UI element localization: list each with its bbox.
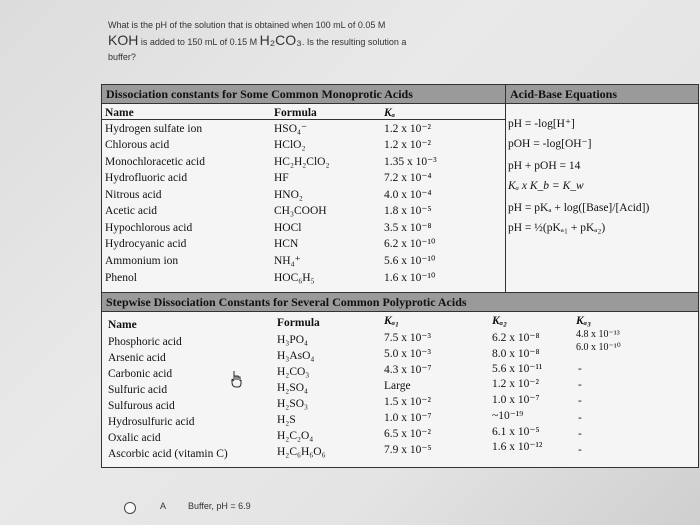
- poly-row-k3: -: [578, 444, 582, 456]
- poly-row-k1: 4.3 x 10⁻⁷: [384, 364, 432, 376]
- mono-row-formula: HC₂H₂ClO₂: [274, 156, 330, 168]
- answer-text: Buffer, pH = 6.9: [188, 501, 251, 511]
- poly-row-k3: 6.0 x 10⁻¹⁰: [576, 342, 621, 353]
- mono-row-k: 1.6 x 10⁻¹⁰: [384, 272, 436, 284]
- equation: pOH = -log[OH⁻]: [508, 138, 592, 150]
- mono-row-name: Ammonium ion: [105, 255, 179, 267]
- answer-option-a[interactable]: [110, 490, 690, 524]
- mono-row-formula: NH₄⁺: [274, 255, 301, 267]
- poly-row-k1: 6.5 x 10⁻²: [384, 428, 431, 440]
- poly-row-k1: 7.9 x 10⁻⁵: [384, 444, 432, 456]
- mono-row-formula: HSO₄⁻: [274, 123, 308, 135]
- mono-row-k: 1.8 x 10⁻⁵: [384, 205, 432, 217]
- mono-row-formula: HF: [274, 172, 289, 184]
- question-line-1: What is the pH of the solution that is obtained when 100 mL of 0.05 M: [108, 20, 386, 30]
- equation: Kₐ x K_b = K_w: [508, 180, 584, 192]
- poly-row-k2: 6.2 x 10⁻⁸: [492, 332, 540, 344]
- poly-col-k1: Kₐ₁: [384, 315, 400, 327]
- poly-col-formula: Formula: [277, 317, 320, 329]
- mono-row-k: 1.35 x 10⁻³: [384, 156, 437, 168]
- poly-row-k2: 1.6 x 10⁻¹²: [492, 441, 543, 453]
- mono-row-formula: CH₃COOH: [274, 205, 327, 217]
- mono-row-name: Nitrous acid: [105, 189, 162, 201]
- mono-col-k: Kₐ: [384, 107, 396, 119]
- question-koh: KOH: [108, 32, 139, 48]
- poly-row-formula: H₃PO₄: [277, 334, 309, 346]
- poly-row-name: Phosphoric acid: [108, 336, 182, 348]
- mono-row-formula: HCN: [274, 238, 299, 250]
- poly-row-k1: Large: [384, 380, 411, 392]
- hand-cursor-icon: [229, 370, 243, 388]
- mono-row-k: 4.0 x 10⁻⁴: [384, 189, 432, 201]
- poly-row-name: Sulfurous acid: [108, 400, 175, 412]
- poly-row-formula: H₂SO₄: [277, 382, 309, 394]
- poly-row-formula: H₂C₆H₆O₆: [277, 446, 326, 458]
- radio-button[interactable]: [124, 502, 136, 514]
- poly-row-k1: 5.0 x 10⁻³: [384, 348, 431, 360]
- poly-row-name: Carbonic acid: [108, 368, 173, 380]
- poly-row-k3: 4.8 x 10⁻¹³: [576, 329, 620, 340]
- poly-row-k1: 7.5 x 10⁻³: [384, 332, 431, 344]
- mono-row-formula: HNO₂: [274, 189, 303, 201]
- polyprotic-title: Stepwise Dissociation Constants for Several Common Polyprotic Acids: [102, 293, 698, 311]
- poly-row-name: Arsenic acid: [108, 352, 166, 364]
- poly-row-name: Hydrosulfuric acid: [108, 416, 195, 428]
- poly-row-formula: H₂CO₃: [277, 366, 310, 378]
- mono-row-k: 1.2 x 10⁻²: [384, 123, 431, 135]
- divider: [102, 119, 505, 120]
- mono-row-k: 3.5 x 10⁻⁸: [384, 222, 432, 234]
- question-mid: is added to 150 mL of 0.15 M: [138, 37, 260, 47]
- mono-row-name: Hydrogen sulfate ion: [105, 123, 203, 135]
- mono-row-formula: HOC₆H₅: [274, 272, 315, 284]
- question-line-3: buffer?: [108, 52, 136, 62]
- monoprotic-title: Dissociation constants for Some Common Monoprotic Acids: [102, 85, 506, 103]
- mono-row-name: Chlorous acid: [105, 139, 170, 151]
- poly-row-k2: 8.0 x 10⁻⁸: [492, 348, 540, 360]
- poly-row-k2: 1.2 x 10⁻²: [492, 378, 539, 390]
- poly-row-k3: -: [578, 428, 582, 440]
- mono-row-name: Phenol: [105, 272, 137, 284]
- poly-row-formula: H₂SO₃: [277, 398, 309, 410]
- poly-row-k3: -: [578, 379, 582, 391]
- poly-row-formula: H₃AsO₄: [277, 350, 315, 362]
- equation: pH = pKₐ + log([Base]/[Acid]): [508, 202, 650, 214]
- mono-col-formula: Formula: [274, 107, 317, 119]
- reference-table: [101, 84, 699, 468]
- poly-row-k3: -: [578, 363, 582, 375]
- poly-row-formula: H₂C₂O₄: [277, 430, 314, 442]
- mono-row-name: Hydrocyanic acid: [105, 238, 187, 250]
- equation: pH = ½(pKₐ₁ + pKₐ₂): [508, 222, 606, 234]
- poly-row-k1: 1.5 x 10⁻²: [384, 396, 431, 408]
- poly-row-name: Sulfuric acid: [108, 384, 168, 396]
- mono-row-name: Acetic acid: [105, 205, 158, 217]
- question-end: . Is the resulting solution a: [301, 37, 407, 47]
- mono-row-formula: HClO₂: [274, 139, 306, 151]
- poly-row-k2: 5.6 x 10⁻¹¹: [492, 363, 543, 375]
- poly-col-k2: Kₐ₂: [492, 315, 508, 327]
- poly-row-name: Ascorbic acid (vitamin C): [108, 448, 228, 460]
- equation: pH + pOH = 14: [508, 160, 581, 172]
- mono-row-k: 6.2 x 10⁻¹⁰: [384, 238, 436, 250]
- answer-letter: A: [160, 501, 167, 511]
- mono-row-name: Hypochlorous acid: [105, 222, 193, 234]
- mono-row-k: 1.2 x 10⁻²: [384, 139, 431, 151]
- poly-row-formula: H₂S: [277, 414, 296, 426]
- mono-row-name: Monochloracetic acid: [105, 156, 205, 168]
- poly-row-k2: 6.1 x 10⁻⁵: [492, 426, 540, 438]
- mono-row-k: 7.2 x 10⁻⁴: [384, 172, 432, 184]
- mono-row-formula: HOCl: [274, 222, 302, 234]
- question-text: [108, 18, 528, 65]
- divider: [102, 103, 698, 104]
- equations-title: Acid-Base Equations: [506, 85, 698, 103]
- divider: [505, 85, 506, 293]
- poly-col-name: Name: [108, 319, 137, 331]
- poly-col-k3: Kₐ₃: [576, 315, 592, 327]
- mono-col-name: Name: [105, 107, 134, 119]
- equation: pH = -log[H⁺]: [508, 118, 575, 130]
- question-line-2: [108, 33, 528, 50]
- poly-row-k2: ~10⁻¹⁹: [492, 410, 524, 422]
- poly-row-k3: -: [578, 395, 582, 407]
- poly-row-k1: 1.0 x 10⁻⁷: [384, 412, 432, 424]
- question-h2co3: H₂CO₃: [259, 32, 302, 48]
- mono-row-name: Hydrofluoric acid: [105, 172, 188, 184]
- poly-row-k3: -: [578, 412, 582, 424]
- poly-row-k2: 1.0 x 10⁻⁷: [492, 394, 540, 406]
- divider: [102, 311, 698, 312]
- poly-row-name: Oxalic acid: [108, 432, 161, 444]
- mono-row-k: 5.6 x 10⁻¹⁰: [384, 255, 436, 267]
